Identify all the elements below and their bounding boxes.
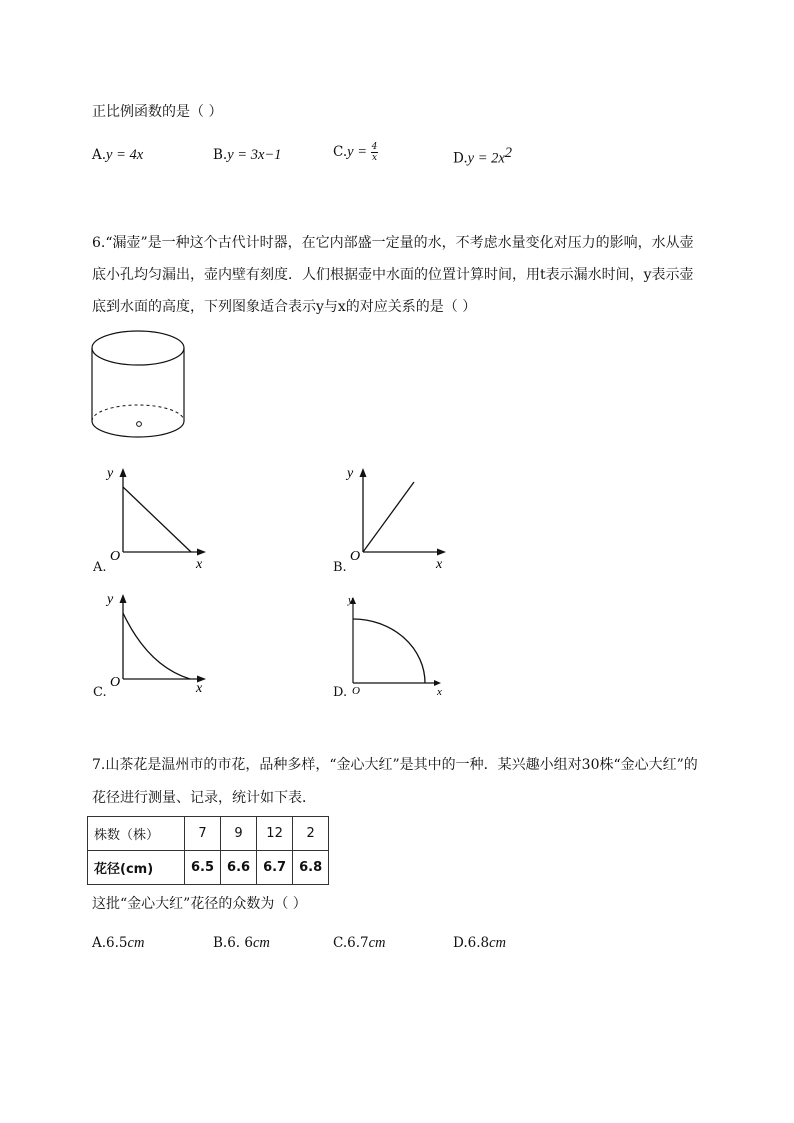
q7-option-a <box>92 935 144 952</box>
graph-a-label: A. <box>93 560 107 575</box>
x-label: x <box>196 681 203 696</box>
q6-line-2: 底小孔均匀漏出，壶内壁有刻度．人们根据壶中水面的位置计算时间，用t表示漏水时间，y表示壶 <box>92 267 694 283</box>
q6-line-1: 6.“漏壶”是一种这个古代计时器，在它内部盛一定量的水，不考虑水量变化对压力的影响，水从壶 <box>92 235 694 251</box>
graph-curve <box>123 613 190 679</box>
option-value: 6.8 <box>467 935 490 951</box>
option-value: 6.5 <box>106 935 128 951</box>
option-unit: cm <box>127 935 145 951</box>
option-value: 6. 6 <box>227 935 253 951</box>
fraction-numerator: 4 <box>371 142 378 152</box>
option-label: A. <box>92 935 107 951</box>
origin-label: O <box>352 685 360 696</box>
table-cell: 7 <box>185 817 221 851</box>
graph-line <box>363 482 414 552</box>
q5-option-d <box>453 145 512 168</box>
q7-option-c <box>333 935 386 952</box>
option-label: B. <box>213 935 228 951</box>
x-axis-arrow <box>197 549 206 556</box>
q7-line-2: 花径进行测量、记录，统计如下表． <box>92 790 316 806</box>
x-axis-arrow <box>437 549 446 556</box>
graph-b <box>340 462 460 572</box>
q5-option-c <box>333 142 378 163</box>
graph-arc <box>353 619 425 683</box>
option-label: C. <box>333 935 348 951</box>
table-cell: 6.6 <box>221 851 257 885</box>
row-header: 株数（株） <box>88 817 185 851</box>
cylinder-bottom-back <box>92 405 184 421</box>
table-row <box>88 817 329 851</box>
q6-line-3: 底到水面的高度，下列图象适合表示y与x的对应关系的是（ ） <box>92 299 477 315</box>
table-cell: 9 <box>221 817 257 851</box>
graph-d <box>340 586 460 696</box>
q5-stem: 正比例函数的是（ ） <box>92 104 223 120</box>
flower-diameter-table <box>87 816 329 885</box>
graph-d-label: D. <box>333 685 348 700</box>
water-clock-cylinder-figure <box>88 326 190 442</box>
option-label: A. <box>92 147 107 163</box>
q7-question: 这批“金心大红”花径的众数为（ ） <box>92 896 307 912</box>
y-label: y <box>347 466 354 481</box>
x-label: x <box>436 557 443 572</box>
option-math: y = 3x−1 <box>227 147 282 163</box>
table-cell: 6.5 <box>185 851 221 885</box>
option-label: D. <box>453 935 468 951</box>
y-label: y <box>107 592 114 607</box>
y-axis-arrow <box>120 594 127 603</box>
y-axis-arrow <box>360 468 367 477</box>
graph-a <box>100 462 220 572</box>
graph-b-label: B. <box>333 560 347 575</box>
graph-c-label: C. <box>93 685 107 700</box>
fraction <box>371 142 379 163</box>
x-label: x <box>196 557 203 572</box>
graph-c <box>100 586 220 696</box>
table-cell: 6.7 <box>257 851 293 885</box>
y-label: y <box>107 466 114 481</box>
option-math: y = 4x <box>106 147 144 163</box>
option-math: y = <box>347 144 371 160</box>
q5-option-a <box>92 147 143 164</box>
origin-label: O <box>110 675 121 690</box>
option-label: C. <box>333 144 348 160</box>
graph-line <box>123 487 191 552</box>
option-value: 6.7 <box>347 935 369 951</box>
cylinder-top <box>92 331 184 365</box>
table-cell: 6.8 <box>293 851 329 885</box>
outlet-hole <box>137 422 142 427</box>
option-unit: cm <box>368 935 386 951</box>
option-exponent: 2 <box>504 145 513 161</box>
x-label: x <box>437 686 442 696</box>
fraction-denominator: x <box>371 153 378 163</box>
origin-label: O <box>110 549 121 564</box>
y-axis-arrow <box>120 468 127 477</box>
option-label: D. <box>453 150 468 167</box>
cylinder-bottom-front <box>92 421 184 437</box>
option-unit: cm <box>252 935 270 951</box>
table-cell: 12 <box>257 817 293 851</box>
origin-label: O <box>350 549 361 564</box>
table-cell: 2 <box>293 817 329 851</box>
option-label: B. <box>213 147 228 163</box>
q7-option-b <box>213 935 270 952</box>
q7-option-d <box>453 935 506 952</box>
table-row <box>88 851 329 885</box>
q7-line-1: 7.山茶花是温州市的市花，品种多样，“金心大红”是其中的一种．某兴趣小组对30株“金心大红”的 <box>92 757 698 773</box>
option-math: y = 2x <box>467 150 505 167</box>
y-label: y <box>348 594 353 606</box>
option-unit: cm <box>489 935 507 951</box>
q5-option-b <box>213 147 281 164</box>
row-header: 花径(cm) <box>88 851 185 885</box>
